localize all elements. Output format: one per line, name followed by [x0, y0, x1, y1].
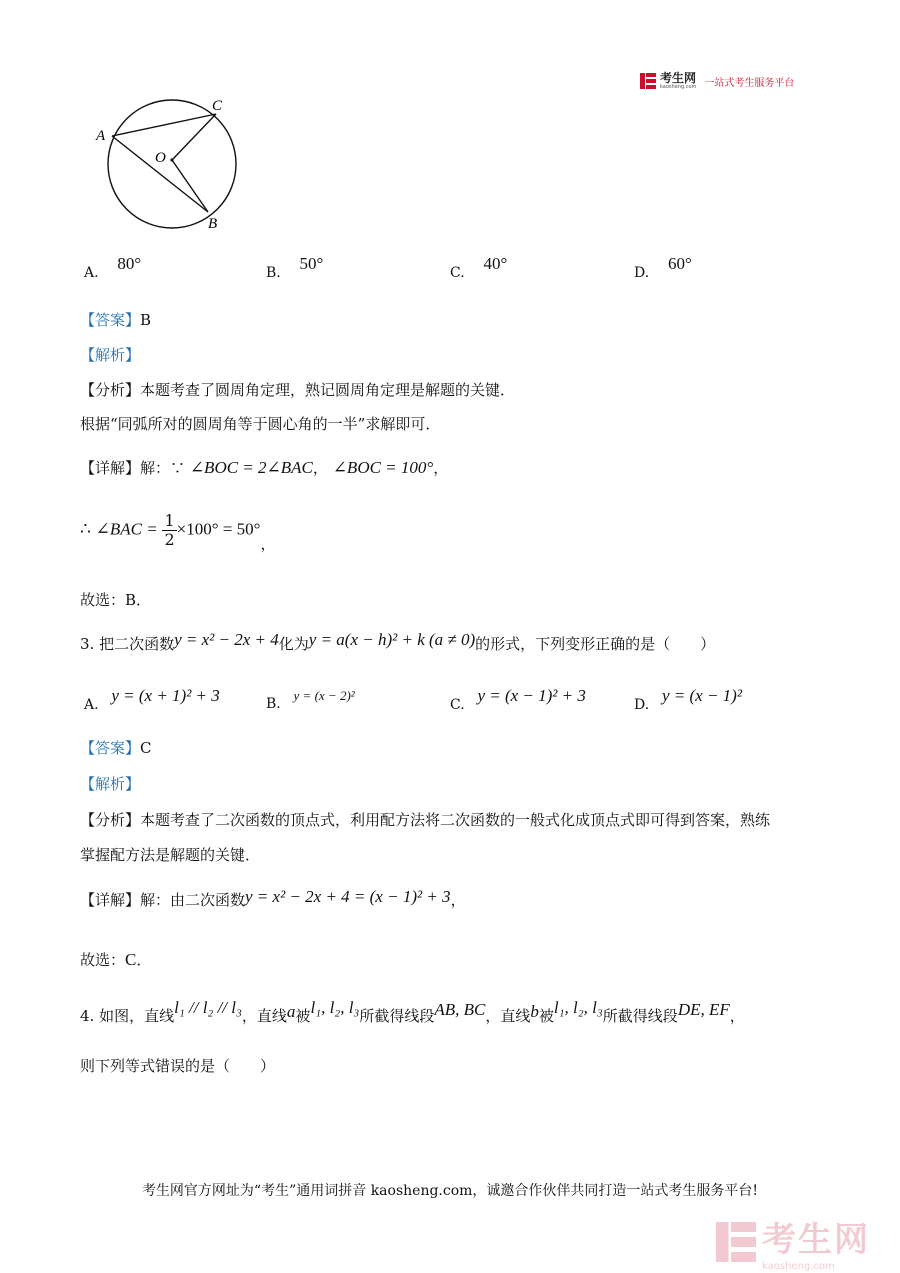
option-value: 60° [667, 254, 692, 273]
q4-line-b: b [530, 1002, 539, 1021]
fenxi-tag: 【分析】 [80, 811, 141, 829]
choose-value: C [125, 950, 137, 969]
q2-option-b [266, 254, 324, 282]
option-value: y = (x − 2)² [293, 688, 355, 703]
q2-derivation: ∴ ∠BAC = $\frac{1}{2}$ ×100° = 50°， [80, 511, 276, 553]
q3-stem-b: 化为 [278, 635, 309, 653]
q3-fenxi [80, 810, 770, 830]
q4-t3: 被 [295, 1007, 311, 1025]
q2-basis: 根据“同弧所对的圆周角等于圆心角的一半”求解即可． [80, 415, 441, 433]
q3-option-a [84, 686, 220, 714]
watermark-text: 考生网 [762, 1220, 870, 1260]
q4-seg1: AB, BC [434, 1000, 486, 1019]
eq3-right: ×100° = 50° [176, 519, 261, 539]
q4-seg2: DE, EF [677, 1000, 730, 1019]
option-value: y = (x − 1)² [661, 686, 742, 705]
q3-detail: 【详解】解：由二次函数y = x² − 2x + 4 = (x − 1)² + 3， [80, 887, 466, 909]
watermark [716, 1212, 870, 1272]
q3-stem-a: 把二次函数 [99, 635, 175, 653]
point-b-label: B [208, 216, 218, 232]
page-footer: 考生网官方网址为“考生”通用词拼音 kaosheng.com，诚邀合作伙伴共同打造一站式考生服务平台! [141, 1183, 759, 1199]
q2-analysis-tag: 【解析】 [80, 346, 141, 364]
brand-domain: kaosheng.com [660, 84, 697, 90]
fraction-numerator: 1 [164, 511, 175, 530]
q4-number: 4. [80, 1007, 95, 1025]
header-logo [640, 72, 794, 90]
q2-option-a [84, 254, 142, 282]
option-letter: A. [84, 697, 99, 713]
fenxi-tag: 【分析】 [80, 381, 141, 399]
q4-t6: 被 [538, 1007, 554, 1025]
q4-l123-a: l₁, l₂, l₃ [310, 998, 360, 1017]
q3-number: 3. [80, 635, 95, 653]
q3-choose: 故选：C． [80, 950, 152, 969]
detail-tag: 【详解】 [80, 891, 141, 909]
q4-l123-b: l₁, l₂, l₃ [553, 998, 603, 1017]
option-value: 40° [483, 254, 508, 273]
detail-prefix: 解：∵ [140, 459, 186, 477]
option-letter: B. [266, 696, 281, 712]
watermark-logo-icon [716, 1222, 756, 1262]
detail-eq2: ∠BOC = 100° [332, 458, 434, 477]
fraction-half [162, 512, 176, 549]
brand-name: 考生网 [660, 71, 697, 85]
q4-t7: 所截得线段 [602, 1007, 678, 1025]
fenxi-text: 本题考查了圆周角定理，熟记圆周角定理是解题的关键． [140, 381, 516, 399]
answer-tag: 【答案】 [80, 739, 141, 757]
q4-line-a: a [286, 1002, 296, 1021]
detail-eq: y = x² − 2x + 4 = (x − 1)² + 3 [245, 887, 451, 906]
q2-option-d [634, 254, 692, 282]
option-letter: D. [634, 265, 650, 281]
option-value: 50° [299, 254, 324, 273]
q3-analysis-tag: 【解析】 [80, 775, 141, 793]
watermark-sub: kaosheng.com [762, 1261, 835, 1272]
detail-eq1: ∠BOC = 2∠BAC [189, 458, 313, 477]
q3-option-b [266, 688, 355, 712]
q2-option-c [450, 254, 508, 282]
option-value: y = (x + 1)² + 3 [111, 686, 220, 705]
q4-stem-line2: 则下列等式错误的是（ ） [80, 1057, 276, 1075]
choose-prefix: 故选： [80, 951, 126, 969]
option-value: 80° [117, 254, 142, 273]
q3-option-c [450, 686, 586, 714]
q3-answer [80, 738, 152, 758]
q2-answer [80, 310, 151, 330]
option-letter: A. [84, 265, 99, 281]
point-a-label: A [96, 128, 106, 144]
circle-figure [92, 96, 252, 240]
q2-choose: 故选：B． [80, 591, 152, 609]
option-value: y = (x − 1)² + 3 [477, 686, 586, 705]
q2-detail: 【详解】解：∵ ∠BOC = 2∠BAC， ∠BOC = 100°， [80, 458, 449, 477]
option-letter: C. [450, 265, 465, 281]
option-letter: B. [266, 265, 281, 281]
therefore-symbol: ∴ [80, 519, 91, 539]
detail-prefix: 解：由二次函数 [140, 891, 246, 909]
option-letter: D. [634, 697, 650, 713]
q2-fenxi [80, 380, 515, 400]
q4-t2: ，直线 [241, 1007, 287, 1025]
q3-vertex-form: y = a(x − h)² + k (a ≠ 0) [308, 630, 476, 649]
q4-t1: 如图，直线 [99, 1007, 175, 1025]
detail-tag: 【详解】 [80, 459, 141, 477]
q3-stem-c: 的形式，下列变形正确的是（ ） [475, 635, 716, 653]
option-letter: C. [450, 697, 465, 713]
q4-lines: l₁ // l₂ // l₃ [174, 998, 242, 1017]
fenxi-text: 本题考查了二次函数的顶点式，利用配方法将二次函数的一般式化成顶点式即可得到答案，熟练 [140, 811, 771, 829]
point-c-label: C [212, 98, 223, 114]
answer-tag: 【答案】 [80, 311, 141, 329]
answer-value: B [140, 311, 152, 329]
eq3-left: ∠BAC = [95, 519, 158, 539]
answer-value: C [140, 739, 152, 757]
q3-func: y = x² − 2x + 4 [174, 630, 279, 649]
q3-stem [80, 630, 716, 654]
q4-t5: ，直线 [485, 1007, 531, 1025]
fraction-denominator: 2 [164, 530, 175, 549]
q4-t8: ， [729, 1007, 745, 1025]
q3-fenxi-cont: 掌握配方法是解题的关键． [80, 846, 261, 864]
kaosheng-logo-icon [640, 73, 656, 89]
q4-stem [80, 998, 745, 1026]
q3-option-d [634, 686, 742, 714]
q4-t4: 所截得线段 [359, 1007, 435, 1025]
point-o-label: O [155, 150, 166, 166]
brand-slogan: 一站式考生服务平台 [704, 77, 795, 89]
